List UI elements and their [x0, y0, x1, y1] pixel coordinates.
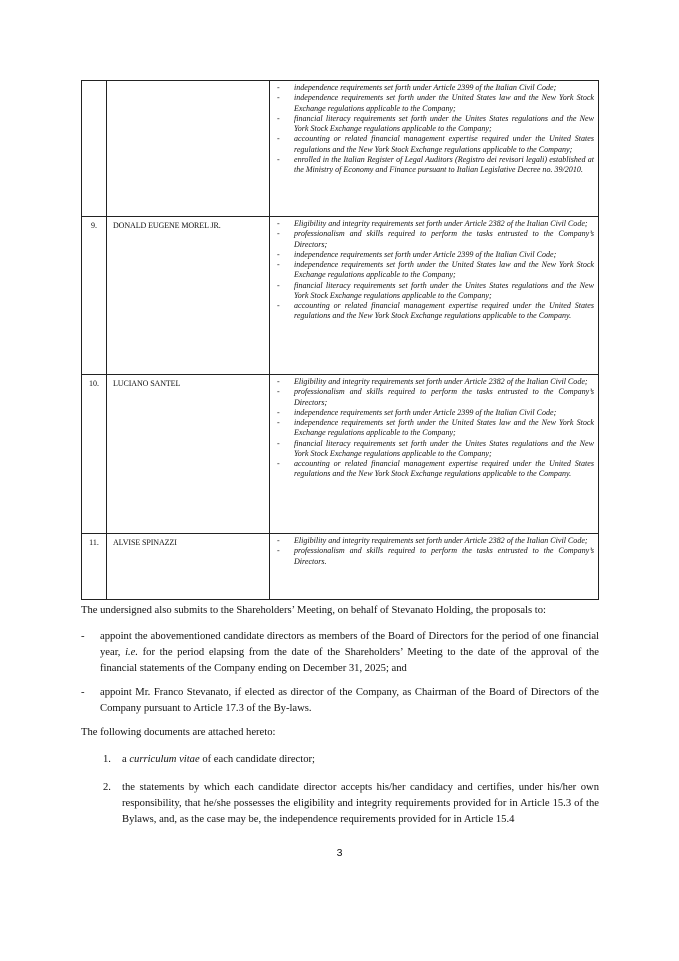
requirement-item: - professionalism and skills required to perform the tasks entrusted to the Company’s Directors.	[273, 546, 594, 567]
requirement-item: - independence requirements set forth under the United States law and the New York Stock Exchange regulations applicable to the Company;	[273, 93, 594, 114]
table-row	[82, 81, 599, 217]
requirement-item: - Eligibility and integrity requirements set forth under Article 2382 of the Italian Civil Code;	[273, 219, 594, 229]
item-text: the statements by which each candidate director accepts his/her candidacy and certifies, under his/her own responsibility, that he/she possesses the eligibility and integrity requirements provided for in Article 15.3 of the Bylaws, and, as the case may be, the independence requirements provided for in Article 15.4	[122, 782, 599, 825]
item-text: a curriculum vitae of each candidate director;	[122, 754, 315, 765]
requirements-list	[273, 536, 594, 567]
requirement-item: - accounting or related financial management expertise required under the United States regulations and the New York Stock Exchange regulations applicable to the Company.	[273, 459, 594, 480]
proposals-intro: The undersigned also submits to the Shareholders’ Meeting, on behalf of Stevanato Holding, the proposals to:	[81, 605, 546, 616]
bullet-dash: -	[81, 631, 85, 642]
proposal-text-1: appoint the abovementioned candidate directors as members of the Board of Directors for the period of one financial year, i.e. for the period elapsing from the date of the Shareholders’ Meeting to the date of the approval of the financial statements of the Company ending on December 31, 2025; and	[100, 631, 600, 674]
table-row	[82, 534, 599, 600]
item-number: 2.	[103, 782, 111, 793]
requirement-item: - professionalism and skills required to perform the tasks entrusted to the Company’s Directors;	[273, 387, 594, 408]
table-row	[82, 217, 599, 375]
requirements-list	[273, 83, 594, 175]
requirements-list	[273, 219, 594, 322]
requirements-list	[273, 377, 594, 480]
candidate-requirements	[270, 375, 599, 534]
candidate-number: 11.	[82, 534, 107, 600]
requirement-item: - enrolled in the Italian Register of Legal Auditors (Registro dei revisori legali) established at the Ministry of Economy and Finance pursuant to Italian Legislative Decree no. 39/2010.	[273, 155, 594, 176]
requirement-item: - financial literacy requirements set forth under the Unites States regulations and the New York Stock Exchange regulations applicable to the Company;	[273, 439, 594, 460]
page-number: 3	[336, 847, 343, 859]
candidate-requirements	[270, 81, 599, 217]
candidate-number: 9.	[82, 217, 107, 375]
requirement-item: - professionalism and skills required to perform the tasks entrusted to the Company’s Directors;	[273, 229, 594, 250]
candidate-requirements	[270, 217, 599, 375]
candidate-requirements	[270, 534, 599, 600]
candidate-number: 10.	[82, 375, 107, 534]
candidate-number	[82, 81, 107, 217]
bullet-dash: -	[81, 687, 85, 698]
candidate-name	[107, 81, 270, 217]
attachments-heading: The following documents are attached hereto:	[81, 727, 276, 738]
requirement-item: - independence requirements set forth under Article 2399 of the Italian Civil Code;	[273, 408, 594, 418]
candidate-name: DONALD EUGENE MOREL JR.	[107, 217, 270, 375]
requirement-item: - financial literacy requirements set forth under the Unites States regulations and the New York Stock Exchange regulations applicable to the Company;	[273, 114, 594, 135]
requirement-item: - accounting or related financial management expertise required under the United States regulations and the New York Stock Exchange regulations applicable to the Company.	[273, 301, 594, 322]
candidates-table	[81, 80, 599, 600]
requirement-item: - independence requirements set forth under Article 2399 of the Italian Civil Code;	[273, 250, 594, 260]
candidate-name: LUCIANO SANTEL	[107, 375, 270, 534]
requirement-item: - accounting or related financial management expertise required under the United States regulations and the New York Stock Exchange regulations applicable to the Company;	[273, 134, 594, 155]
candidate-name: ALVISE SPINAZZI	[107, 534, 270, 600]
requirement-item: - independence requirements set forth under the United States law and the New York Stock Exchange regulations applicable to the Company;	[273, 418, 594, 439]
requirement-item: - Eligibility and integrity requirements set forth under Article 2382 of the Italian Civil Code;	[273, 536, 594, 546]
requirement-item: - independence requirements set forth under Article 2399 of the Italian Civil Code;	[273, 83, 594, 93]
proposal-text-2: appoint Mr. Franco Stevanato, if elected as director of the Company, as Chairman of the Board of Directors of the Company pursuant to Article 17.3 of the By-laws.	[100, 687, 599, 714]
item-number: 1.	[103, 754, 111, 765]
requirement-item: - financial literacy requirements set forth under the Unites States regulations and the New York Stock Exchange regulations applicable to the Company;	[273, 281, 594, 302]
requirement-item: - independence requirements set forth under the United States law and the New York Stock Exchange regulations applicable to the Company;	[273, 260, 594, 281]
requirement-item: - Eligibility and integrity requirements set forth under Article 2382 of the Italian Civil Code;	[273, 377, 594, 387]
table-row	[82, 375, 599, 534]
